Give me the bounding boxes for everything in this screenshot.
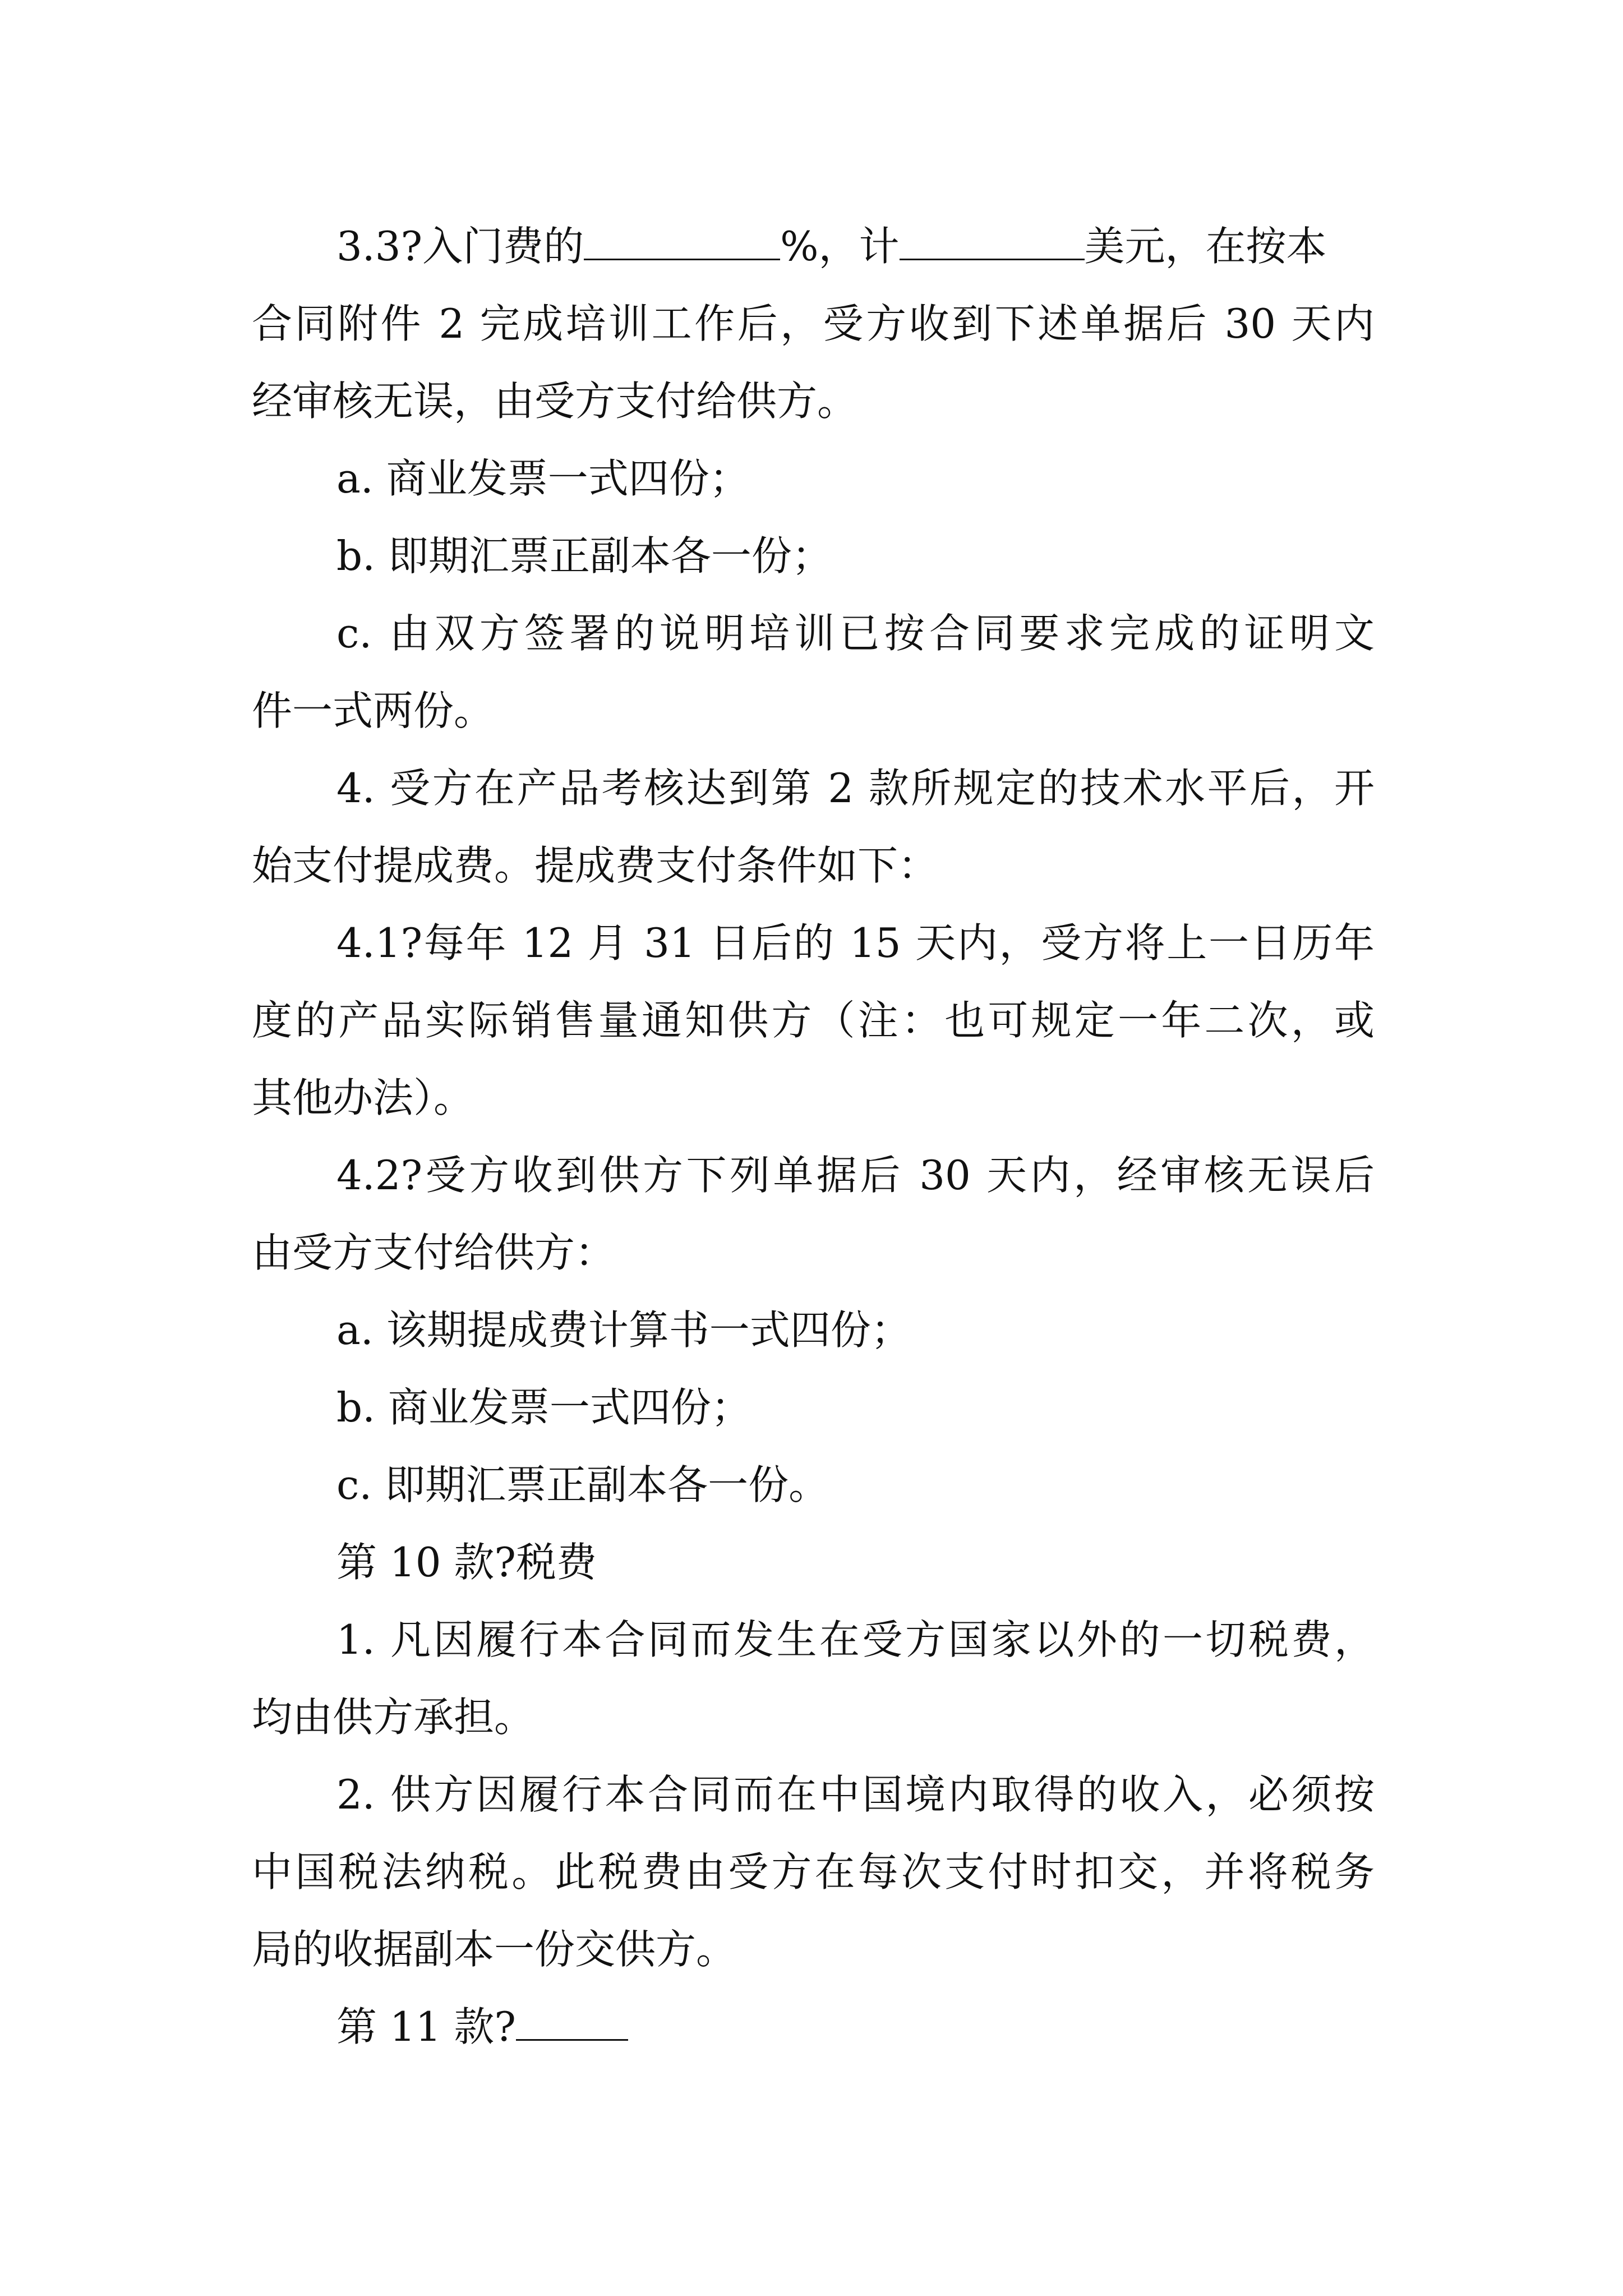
- clause-4-1-line: 4.1?每年 12 月 31 日后的 15 天内，受方将上一日历年: [336, 919, 1375, 967]
- text-line: 局的收据副本一份交供方。: [252, 1926, 737, 1973]
- list-item: b. 即期汇票正副本各一份；: [336, 532, 832, 579]
- list-item: a. 商业发票一式四份；: [336, 455, 750, 502]
- text-line: 合同附件 2 完成培训工作后，受方收到下述单据后 30 天内: [252, 300, 1375, 347]
- text-line: 中国税法纳税。此税费由受方在每次支付时扣交，并将税务: [252, 1848, 1375, 1895]
- percent-blank: [584, 219, 780, 260]
- article-10-item-2: 2. 供方因履行本合同而在中国境内取得的收入，必须按: [336, 1771, 1375, 1818]
- text-line: 件一式两份。: [252, 687, 495, 734]
- clause-3-3-suffix: 美元，在按本: [1084, 223, 1327, 270]
- usd-amount-blank: [900, 219, 1085, 260]
- clause-3-3-prefix: 3.3?入门费的: [336, 223, 584, 270]
- clause-3-3-middle: %，计: [780, 223, 900, 270]
- text-line: 均由供方承担。: [252, 1694, 535, 1741]
- list-item: a. 该期提成费计算书一式四份；: [336, 1306, 911, 1354]
- text-line: 度的产品实际销售量通知供方（注：也可规定一年二次，或: [252, 997, 1375, 1044]
- article-10-heading: 第 10 款?税费: [336, 1539, 597, 1586]
- list-item: b. 商业发票一式四份；: [336, 1384, 751, 1431]
- text-line: 经审核无误，由受方支付给供方。: [252, 378, 858, 425]
- clause-4-line: 4. 受方在产品考核达到第 2 款所规定的技术水平后，开: [336, 765, 1375, 812]
- clause-3-3-line: [336, 208, 1327, 285]
- article-10-item-1: 1. 凡因履行本合同而发生在受方国家以外的一切税费，: [336, 1616, 1375, 1663]
- article-11-label: 第 11 款?: [336, 2003, 516, 2050]
- clause-4-2-line: 4.2?受方收到供方下列单据后 30 天内，经审核无误后: [336, 1152, 1375, 1199]
- article-11-heading: [336, 1988, 628, 2065]
- list-item: c. 由双方签署的说明培训已按合同要求完成的证明文: [336, 610, 1375, 657]
- text-line: 由受方支付给供方：: [252, 1229, 616, 1276]
- list-item: c. 即期汇票正副本各一份。: [336, 1461, 829, 1508]
- article-11-title-blank: [516, 2000, 628, 2041]
- text-line: 始支付提成费。提成费支付条件如下：: [252, 842, 939, 889]
- text-line: 其他办法）。: [252, 1074, 474, 1121]
